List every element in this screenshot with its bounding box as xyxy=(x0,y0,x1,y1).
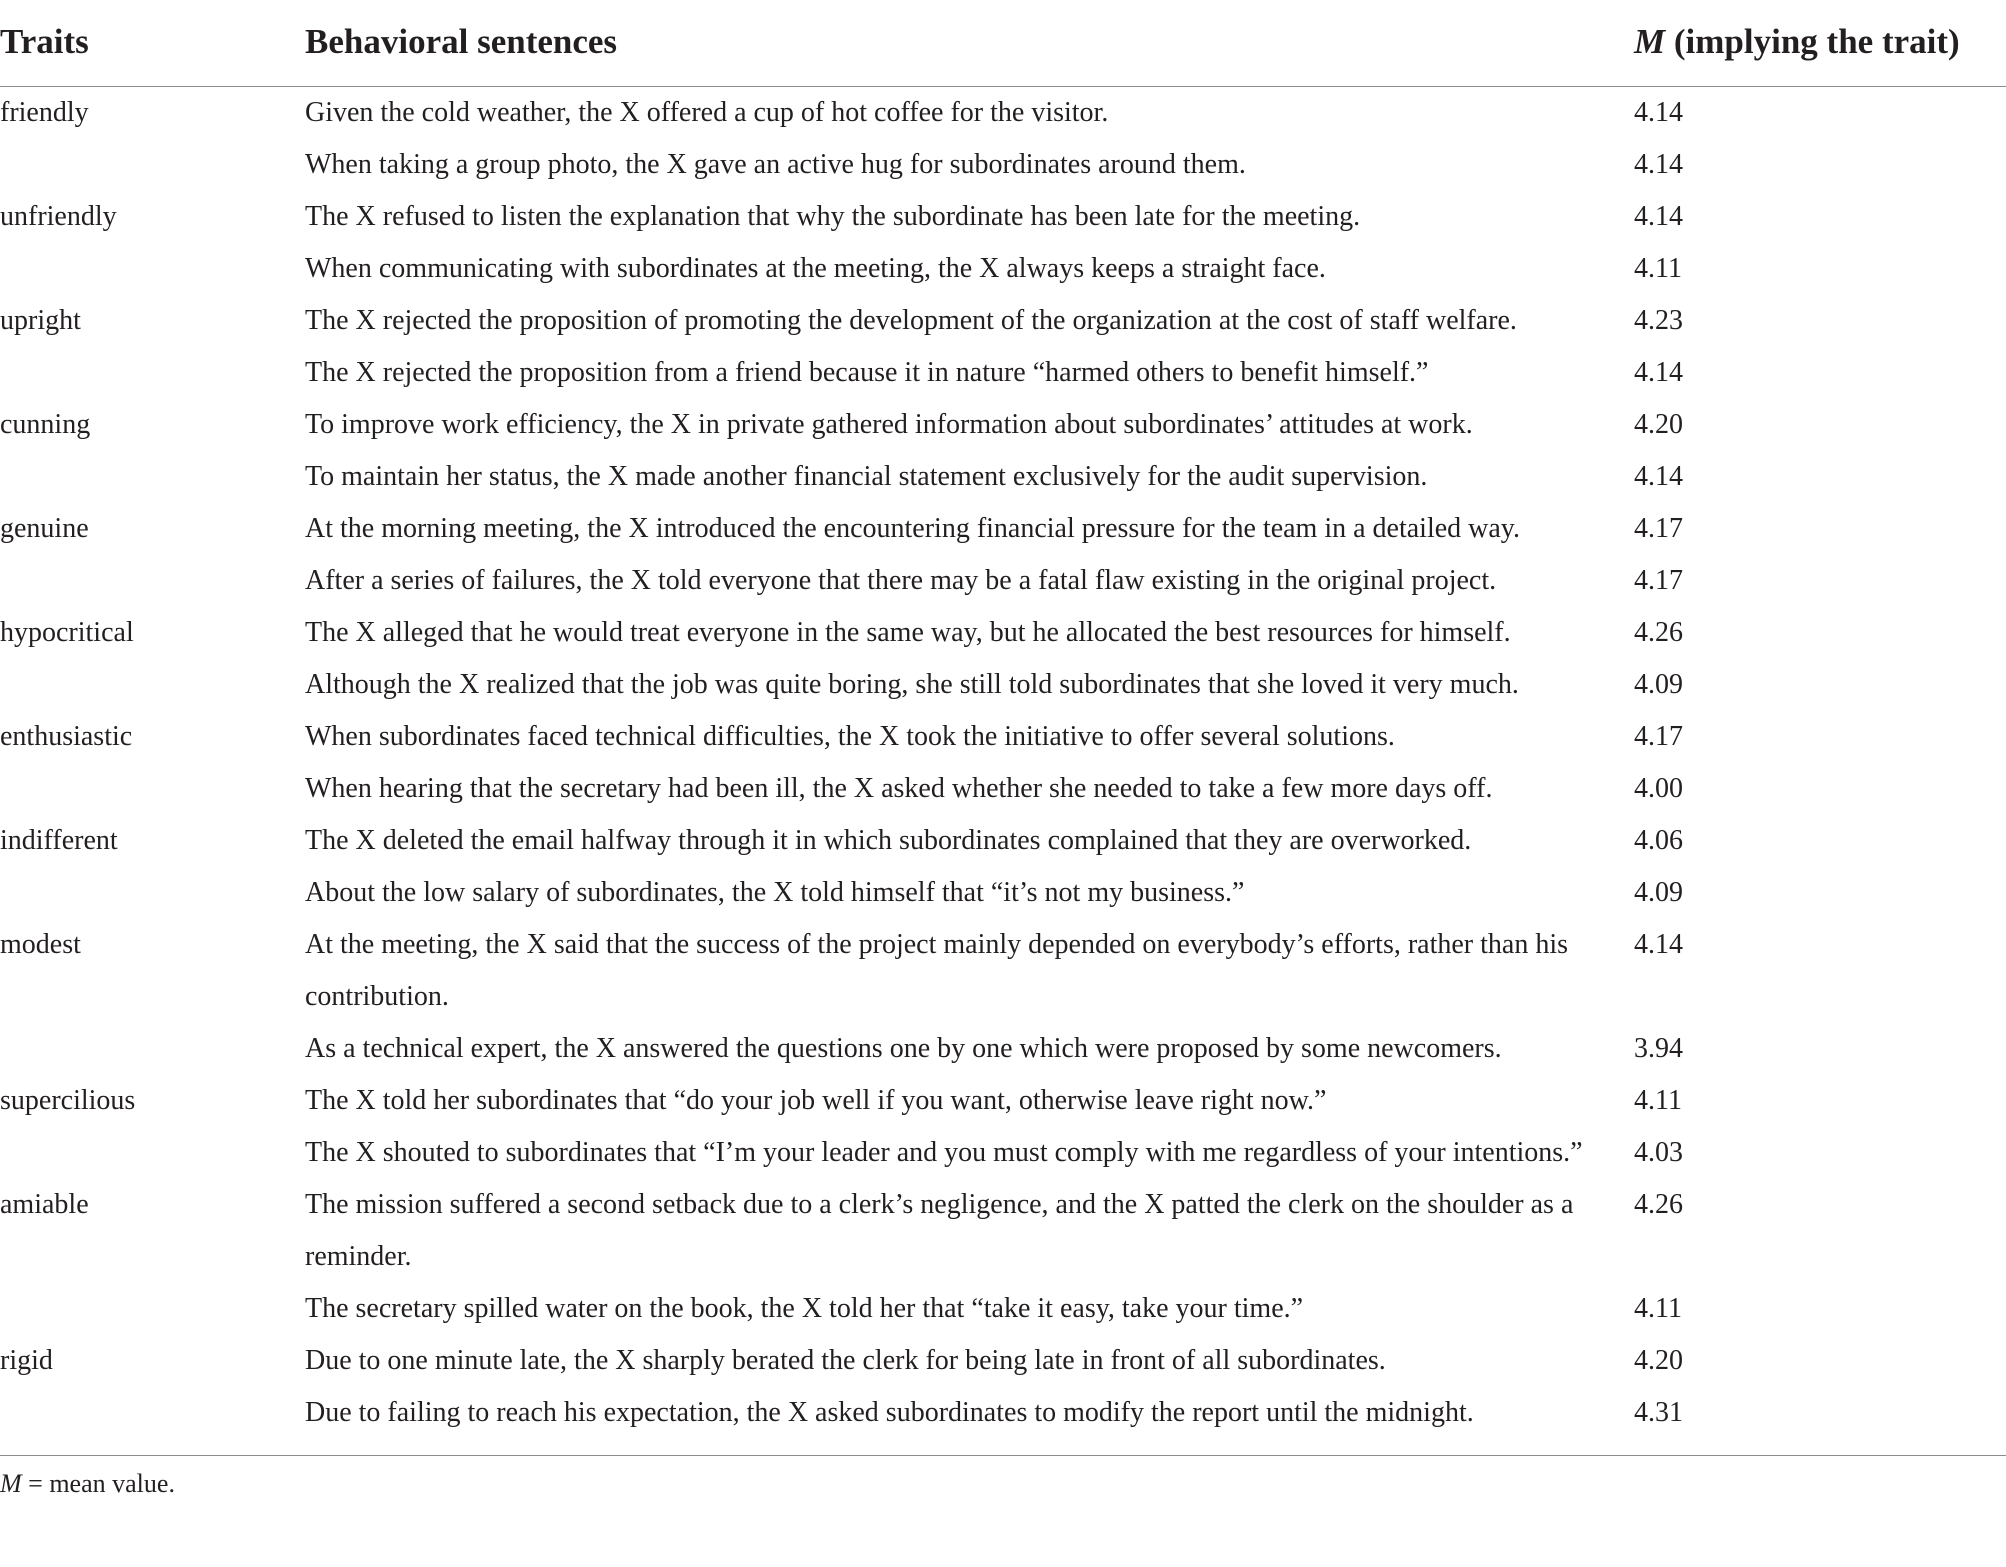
header-behavioral-sentences: Behavioral sentences xyxy=(305,22,618,61)
mean-cell: 4.09 xyxy=(1634,669,1683,700)
mean-cell: 4.00 xyxy=(1634,773,1683,804)
sentence-cell: After a series of failures, the X told everyone that there may be a fatal flaw existing in the original project. xyxy=(305,565,1497,596)
mean-cell: 4.20 xyxy=(1634,1345,1683,1376)
trait-cell: hypocritical xyxy=(0,617,134,648)
header-mean xyxy=(1634,22,1960,62)
sentence-cell: Due to failing to reach his expectation, the X asked subordinates to modify the report until the midnight. xyxy=(305,1397,1474,1428)
mean-cell: 4.03 xyxy=(1634,1137,1683,1168)
mean-cell: 4.14 xyxy=(1634,149,1683,180)
sentence-cell: The mission suffered a second setback due to a clerk’s negligence, and the X patted the clerk on the shoulder as a reminder. xyxy=(305,1189,1574,1272)
trait-cell xyxy=(0,867,305,919)
trait-cell: upright xyxy=(0,305,81,336)
sentence-cell: Given the cold weather, the X offered a cup of hot coffee for the visitor. xyxy=(305,97,1109,128)
mean-cell: 4.20 xyxy=(1634,409,1683,440)
table-row xyxy=(0,1335,2006,1387)
sentence-cell: When taking a group photo, the X gave an active hug for subordinates around them. xyxy=(305,149,1246,180)
mean-cell: 4.11 xyxy=(1634,253,1682,284)
table-row xyxy=(0,555,2006,607)
trait-cell: cunning xyxy=(0,409,91,440)
table-row xyxy=(0,243,2006,295)
sentence-cell: When communicating with subordinates at the meeting, the X always keeps a straight face. xyxy=(305,253,1326,284)
trait-cell xyxy=(0,243,305,295)
trait-cell xyxy=(0,659,305,711)
table-row xyxy=(0,1283,2006,1335)
mean-cell: 4.14 xyxy=(1634,201,1683,232)
header-mean-symbol: M xyxy=(1634,22,1666,61)
trait-cell xyxy=(0,1387,305,1439)
sentence-cell: The X refused to listen the explanation that why the subordinate has been late for the meeting. xyxy=(305,201,1361,232)
sentence-cell: About the low salary of subordinates, the X told himself that “it’s not my business.” xyxy=(305,877,1245,908)
mean-cell: 4.31 xyxy=(1634,1397,1683,1428)
trait-cell xyxy=(0,139,305,191)
mean-cell: 4.11 xyxy=(1634,1085,1682,1116)
sentence-cell: The X rejected the proposition of promoting the development of the organization at the cost of staff welfare. xyxy=(305,305,1517,336)
trait-cell xyxy=(0,451,305,503)
mean-cell: 4.17 xyxy=(1634,565,1683,596)
mean-cell: 3.94 xyxy=(1634,1033,1683,1064)
table-row xyxy=(0,451,2006,503)
table-row xyxy=(0,867,2006,919)
mean-cell: 4.26 xyxy=(1634,617,1683,648)
trait-cell: rigid xyxy=(0,1345,53,1376)
table-row xyxy=(0,1127,2006,1179)
mean-cell: 4.14 xyxy=(1634,97,1683,128)
sentence-cell: Although the X realized that the job was quite boring, she still told subordinates that she loved it very much. xyxy=(305,669,1519,700)
trait-cell xyxy=(0,555,305,607)
trait-cell xyxy=(0,1023,305,1075)
trait-cell: amiable xyxy=(0,1189,89,1220)
mean-cell: 4.09 xyxy=(1634,877,1683,908)
table-row xyxy=(0,919,2006,1023)
table-header xyxy=(0,0,2006,87)
sentence-cell: The X alleged that he would treat everyone in the same way, but he allocated the best resources for himself. xyxy=(305,617,1511,648)
trait-cell: friendly xyxy=(0,97,89,128)
table-row xyxy=(0,503,2006,555)
trait-cell: enthusiastic xyxy=(0,721,133,752)
trait-cell: genuine xyxy=(0,513,89,544)
mean-cell: 4.06 xyxy=(1634,825,1683,856)
trait-cell xyxy=(0,1127,305,1179)
table-footnote xyxy=(0,1464,2006,1504)
trait-cell: modest xyxy=(0,929,81,960)
mean-cell: 4.14 xyxy=(1634,461,1683,492)
table-row xyxy=(0,1075,2006,1127)
table-row xyxy=(0,711,2006,763)
table-row xyxy=(0,815,2006,867)
table-row xyxy=(0,1179,2006,1283)
sentence-cell: When subordinates faced technical difficulties, the X took the initiative to offer several solutions. xyxy=(305,721,1395,752)
table-row xyxy=(0,659,2006,711)
trait-cell xyxy=(0,1283,305,1335)
sentence-cell: As a technical expert, the X answered the questions one by one which were proposed by some newcomers. xyxy=(305,1033,1502,1064)
sentence-cell: To maintain her status, the X made another financial statement exclusively for the audit supervision. xyxy=(305,461,1428,492)
trait-cell xyxy=(0,763,305,815)
table-row xyxy=(0,295,2006,347)
table-row xyxy=(0,763,2006,815)
header-mean-label: (implying the trait) xyxy=(1665,22,1960,61)
trait-cell: unfriendly xyxy=(0,201,117,232)
header-traits: Traits xyxy=(0,22,89,61)
trait-cell: supercilious xyxy=(0,1085,136,1116)
table-row xyxy=(0,139,2006,191)
table-row xyxy=(0,1023,2006,1075)
sentence-cell: The X shouted to subordinates that “I’m your leader and you must comply with me regardless of your intentions.” xyxy=(305,1137,1583,1168)
sentence-cell: When hearing that the secretary had been ill, the X asked whether she needed to take a few more days off. xyxy=(305,773,1493,804)
table-row xyxy=(0,87,2006,139)
mean-cell: 4.26 xyxy=(1634,1189,1683,1220)
sentence-cell: Due to one minute late, the X sharply berated the clerk for being late in front of all subordinates. xyxy=(305,1345,1386,1376)
sentence-cell: The secretary spilled water on the book, the X told her that “take it easy, take your time.” xyxy=(305,1293,1304,1324)
sentence-cell: At the meeting, the X said that the success of the project mainly depended on everybody’s efforts, rather than his contribution. xyxy=(305,929,1569,1012)
table-row xyxy=(0,1387,2006,1439)
trait-cell xyxy=(0,347,305,399)
table-row xyxy=(0,347,2006,399)
mean-cell: 4.17 xyxy=(1634,721,1683,752)
bottom-rule xyxy=(0,1455,2006,1456)
mean-cell: 4.17 xyxy=(1634,513,1683,544)
sentence-cell: To improve work efficiency, the X in private gathered information about subordinates’ attitudes at work. xyxy=(305,409,1473,440)
table-body xyxy=(0,87,2006,1439)
sentence-cell: The X told her subordinates that “do your job well if you want, otherwise leave right now.” xyxy=(305,1085,1327,1116)
sentence-cell: The X deleted the email halfway through it in which subordinates complained that they are overworked. xyxy=(305,825,1472,856)
mean-cell: 4.11 xyxy=(1634,1293,1682,1324)
mean-cell: 4.14 xyxy=(1634,929,1683,960)
sentence-cell: The X rejected the proposition from a friend because it in nature “harmed others to benefit himself.” xyxy=(305,357,1429,388)
footnote-text: = mean value. xyxy=(21,1469,175,1498)
mean-cell: 4.14 xyxy=(1634,357,1683,388)
mean-cell: 4.23 xyxy=(1634,305,1683,336)
table-row xyxy=(0,191,2006,243)
footnote-symbol: M xyxy=(0,1469,22,1498)
trait-cell: indifferent xyxy=(0,825,118,856)
sentence-cell: At the morning meeting, the X introduced the encountering financial pressure for the team in a detailed way. xyxy=(305,513,1520,544)
table-row xyxy=(0,399,2006,451)
table-row xyxy=(0,607,2006,659)
